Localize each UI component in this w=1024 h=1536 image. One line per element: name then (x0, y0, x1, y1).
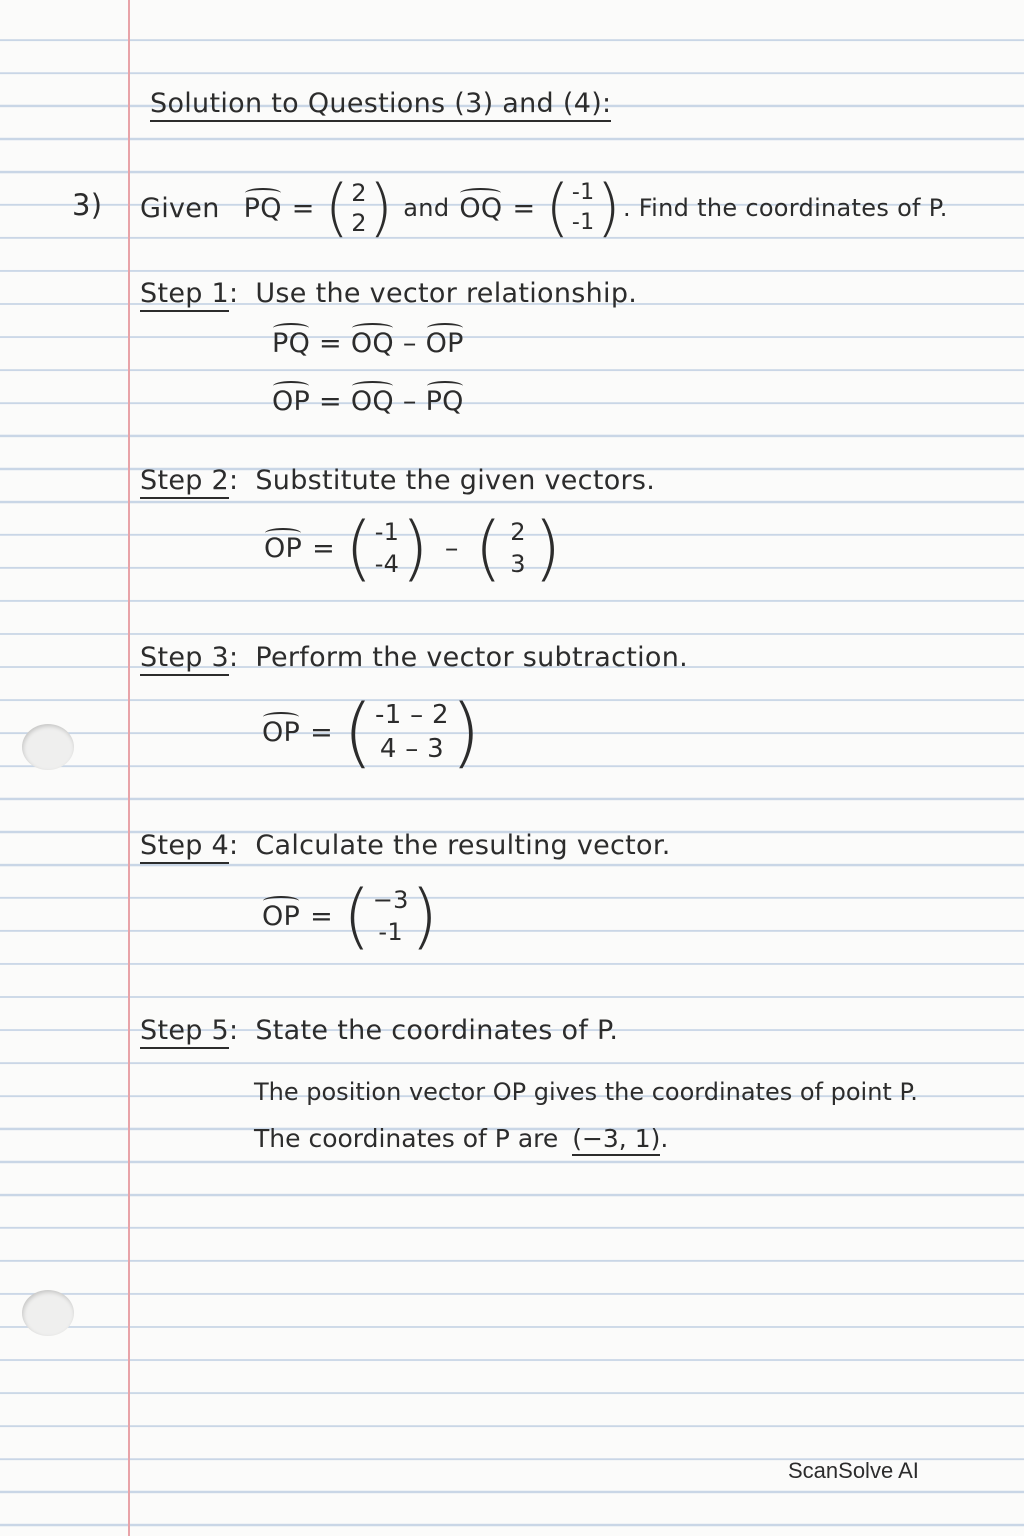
equation-op-relation: OP = OQ – PQ (272, 386, 464, 417)
conclusion-line-2: The coordinates of P are (−3, 1). (254, 1124, 668, 1153)
punch-hole (22, 1290, 74, 1336)
oq-vector-label: OQ (459, 192, 503, 224)
equals-sign: = (512, 192, 536, 224)
final-answer: (−3, 1) (572, 1124, 660, 1156)
pq-column-vector: ( 2 2 ) (324, 171, 394, 244)
equation-result: OP = ( −3 -1 ) (262, 875, 439, 957)
step-text: State the coordinates of P. (255, 1015, 619, 1046)
step-text: Use the vector relationship. (255, 278, 638, 309)
margin-line (128, 0, 130, 1536)
punch-hole (22, 724, 74, 770)
step-label: Step 2 (140, 465, 229, 499)
conclusion-line-1: The position vector OP gives the coordinates of point P. (254, 1078, 918, 1106)
step-5-heading: Step 5: State the coordinates of P. (140, 1015, 618, 1046)
pq-vector-label: PQ (243, 192, 282, 224)
vector-entry: -1 (571, 210, 595, 235)
page-title: Solution to Questions (3) and (4): (150, 88, 611, 119)
step-text: Substitute the given vectors. (255, 465, 656, 496)
vector-entry: 2 (351, 209, 367, 237)
question-statement (140, 170, 948, 246)
step-label: Step 1 (140, 278, 229, 312)
equation-substitution: OP = ( -1 -4 ) – ( 2 3 ) (264, 507, 562, 589)
vector-entry: 2 (351, 179, 367, 207)
oq-column-vector: ( -1 -1 ) (545, 171, 621, 244)
column-vector: ( -1 – 2 4 – 3 ) (343, 687, 481, 776)
vector-entry: -1 (571, 180, 595, 205)
column-vector: ( −3 -1 ) (343, 875, 439, 957)
step-text: Calculate the resulting vector. (255, 830, 671, 861)
step-text: Perform the vector subtraction. (255, 642, 689, 673)
step-label: Step 5 (140, 1015, 229, 1049)
brand-watermark: ScanSolve AI (788, 1458, 919, 1483)
column-vector: ( -1 -4 ) (345, 507, 429, 589)
step-2-heading: Step 2: Substitute the given vectors. (140, 465, 655, 496)
step-1-heading: Step 1: Use the vector relationship. (140, 278, 637, 309)
equals-sign: = (291, 192, 315, 224)
step-4-heading: Step 4: Calculate the resulting vector. (140, 830, 671, 861)
given-text: Given (140, 192, 220, 224)
step-3-heading: Step 3: Perform the vector subtraction. (140, 642, 688, 673)
equation-subtraction: OP = ( -1 – 2 4 – 3 ) (262, 687, 481, 776)
column-vector: ( 2 3 ) (474, 507, 562, 589)
step-label: Step 4 (140, 830, 229, 864)
and-text: and (403, 194, 450, 222)
equation-pq-relation: PQ = OQ – OP (272, 328, 464, 359)
question-number: 3) (72, 188, 103, 222)
find-text: . Find the coordinates of P. (622, 194, 948, 222)
step-label: Step 3 (140, 642, 229, 676)
